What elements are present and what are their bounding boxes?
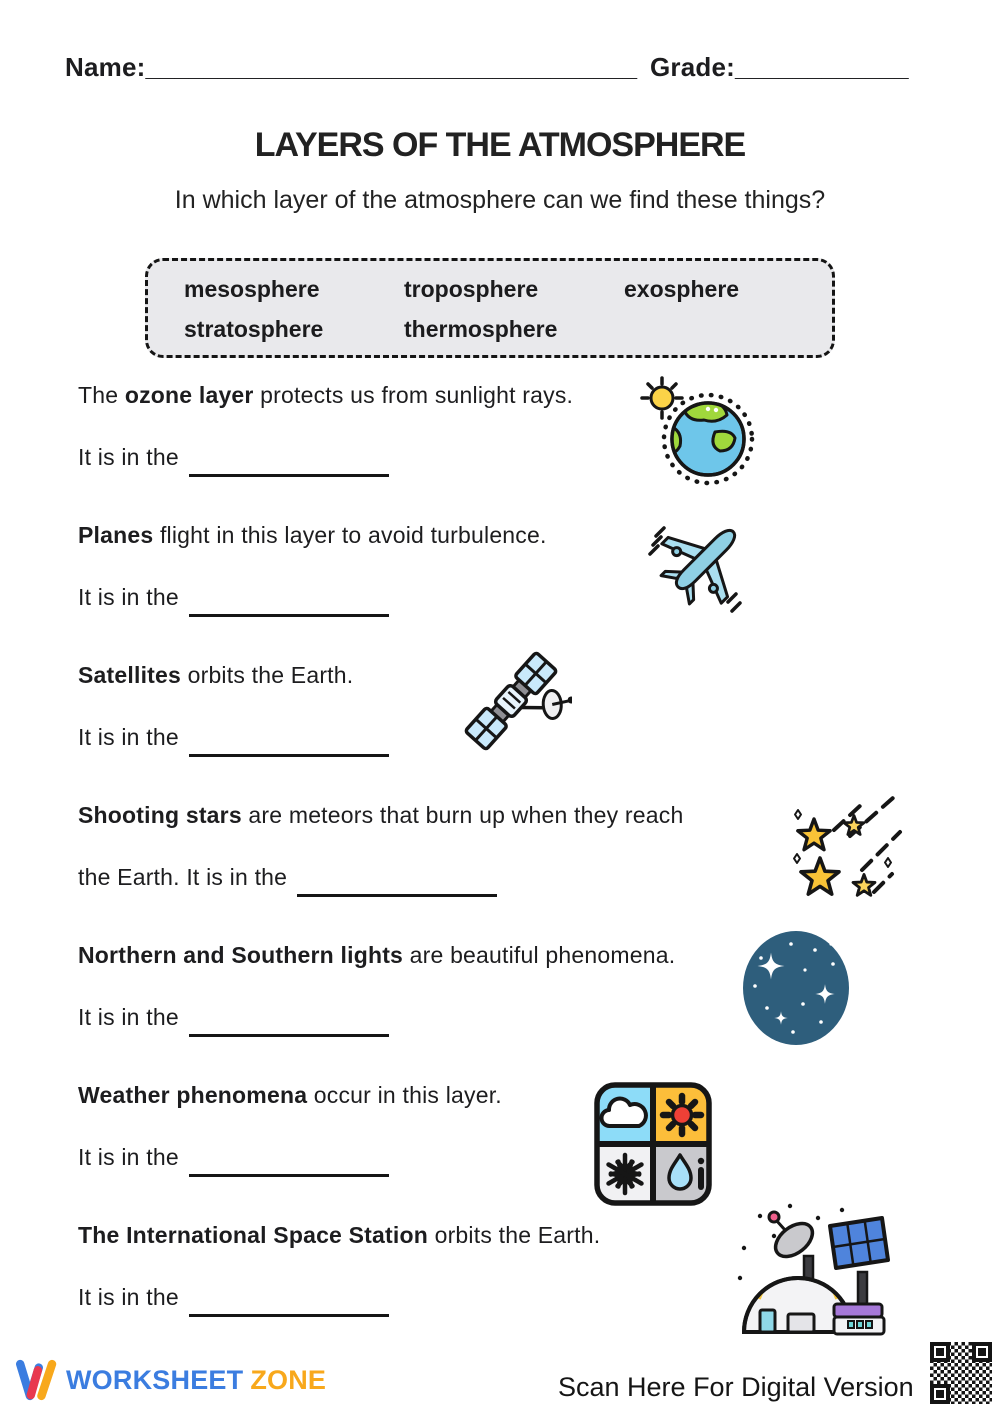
word-bank-item: mesosphere: [184, 276, 320, 302]
name-label: Name:: [65, 52, 146, 82]
answer-prompt: the Earth. It is in the: [78, 864, 497, 891]
grade-blank-line[interactable]: ____________: [735, 52, 909, 82]
grade-label: Grade:: [650, 52, 736, 82]
answer-blank[interactable]: [189, 1314, 389, 1317]
question-planes: [78, 518, 958, 658]
question-space-station: [78, 1218, 958, 1358]
shooting-stars-icon: [790, 794, 904, 900]
question-ozone-layer: [78, 378, 958, 518]
answer-blank[interactable]: [297, 894, 497, 897]
satellite-icon: [450, 644, 572, 758]
brand-worksheet: WORKSHEET: [66, 1364, 244, 1395]
worksheetzone-logo-icon: [14, 1356, 60, 1404]
answer-blank[interactable]: [189, 754, 389, 757]
answer-prompt: It is in the: [78, 1004, 389, 1031]
word-bank-item: exosphere: [624, 276, 740, 302]
name-field[interactable]: [65, 52, 637, 83]
word-bank-item: stratosphere: [184, 316, 324, 342]
grade-field[interactable]: [650, 52, 909, 83]
scan-caption: Scan Here For Digital Version: [558, 1372, 914, 1402]
page-subtitle: In which layer of the atmosphere can we find these things?: [174, 186, 826, 214]
answer-blank[interactable]: [189, 1174, 389, 1177]
answer-prompt: It is in the: [78, 444, 389, 471]
question-text: The International Space Station orbits the Earth.: [78, 1222, 601, 1248]
question-text: Planes flight in this layer to avoid turbulence.: [78, 522, 547, 548]
question-weather: [78, 1078, 958, 1218]
word-bank-box: [145, 258, 835, 358]
name-blank-line[interactable]: __________________________________: [145, 52, 638, 82]
question-text: Weather phenomena occur in this layer.: [78, 1082, 502, 1108]
answer-blank[interactable]: [189, 614, 389, 617]
question-shooting-stars: [78, 798, 958, 938]
word-bank-item: troposphere: [404, 276, 539, 302]
question-text: Shooting stars are meteors that burn up when they reach: [78, 802, 684, 828]
earth-sun-icon: [638, 376, 756, 486]
space-station-icon: [730, 1200, 892, 1340]
question-text: The ozone layer protects us from sunlight rays.: [78, 382, 574, 408]
weather-grid-icon: [593, 1082, 713, 1206]
worksheetzone-logo: [14, 1356, 326, 1404]
answer-blank[interactable]: [189, 474, 389, 477]
brand-zone: ZONE: [250, 1364, 327, 1395]
question-text: Satellites orbits the Earth.: [78, 662, 354, 688]
answer-prompt: It is in the: [78, 584, 389, 611]
answer-prompt: It is in the: [78, 1144, 389, 1171]
question-satellites: [78, 658, 958, 798]
answer-prompt: It is in the: [78, 724, 389, 751]
question-auroras: [78, 938, 958, 1078]
qr-code: [927, 1337, 995, 1409]
answer-prompt: It is in the: [78, 1284, 389, 1311]
page-title: LAYERS OF THE ATMOSPHERE: [254, 126, 746, 164]
question-text: Northern and Southern lights are beautiful phenomena.: [78, 942, 676, 968]
plane-icon: [640, 510, 760, 620]
word-bank-item: thermosphere: [404, 316, 558, 342]
night-sky-icon: [741, 930, 851, 1046]
answer-blank[interactable]: [189, 1034, 389, 1037]
